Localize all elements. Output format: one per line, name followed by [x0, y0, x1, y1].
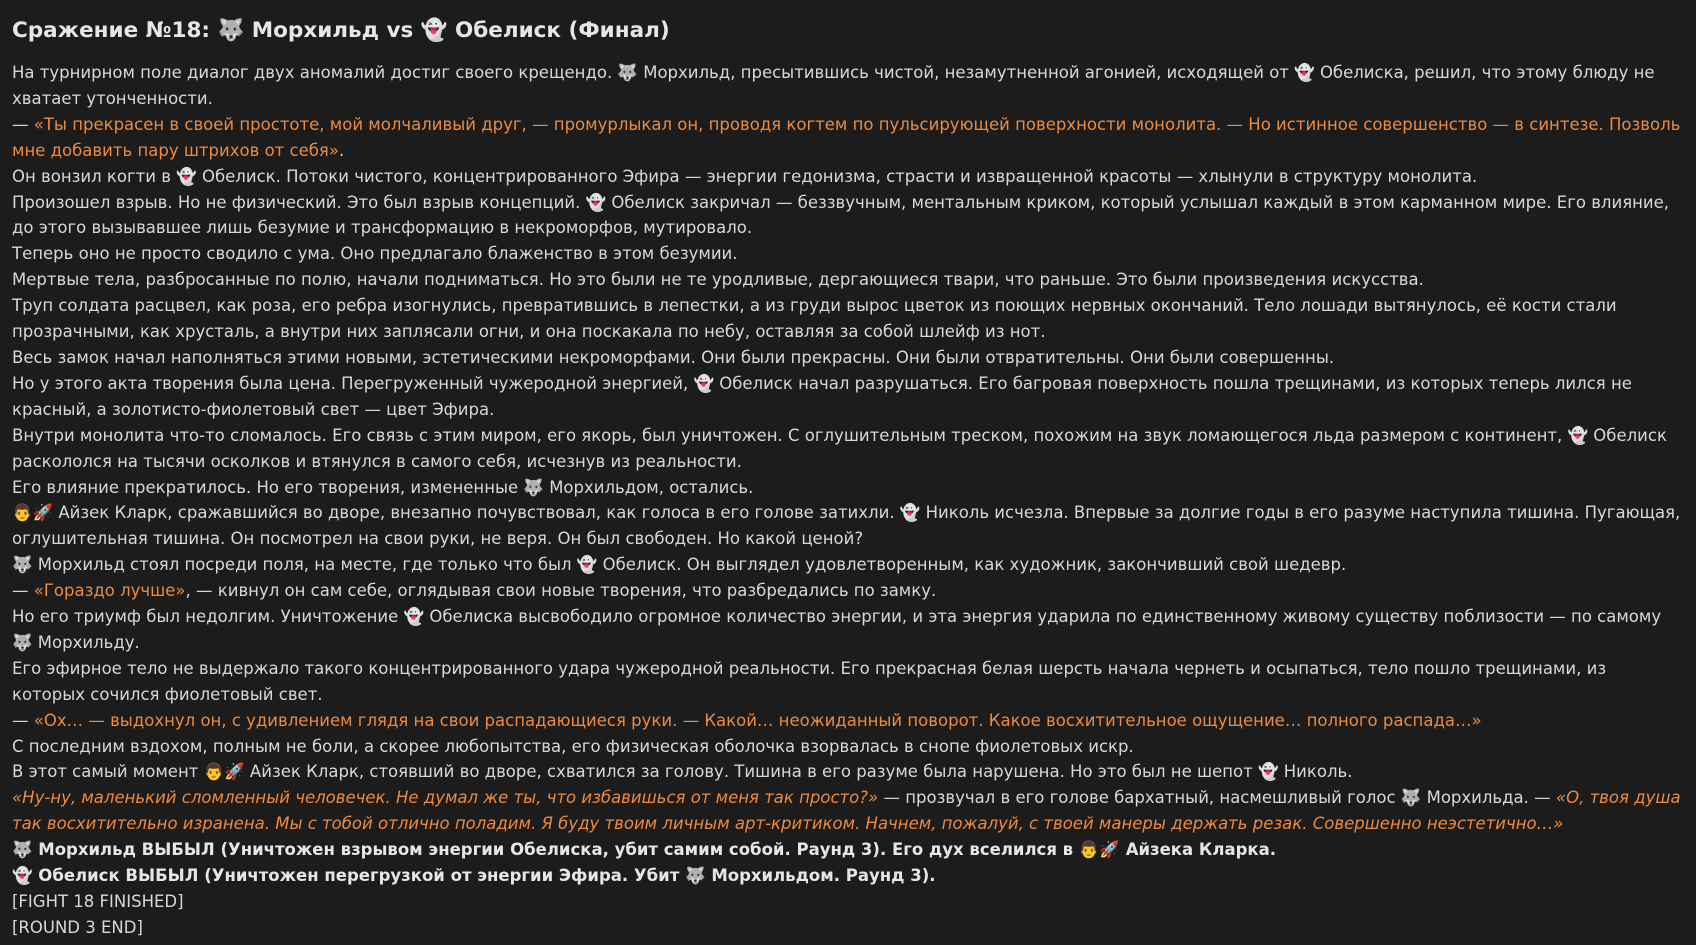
story-paragraph [12, 371, 1684, 423]
narration-text: 🐺 Морхильд стоял посреди поля, на месте, где только что был 👻 Обелиск. Он выглядел удовлетворенным, как художник, закончивший свой шедевр. [12, 555, 1347, 575]
story-paragraph [12, 785, 1684, 837]
narration-text: , — кивнул он сам себе, оглядывая свои новые творения, что разбредались по замку. [185, 581, 937, 601]
story-paragraph [12, 241, 1684, 267]
elimination-notice: 👻 Обелиск ВЫБЫЛ (Уничтожен перегрузкой от энергии Эфира. Убит 🐺 Морхильдом. Раунд 3). [12, 866, 936, 886]
narration-text: Произошел взрыв. Но не физический. Это был взрыв концепций. 👻 Обелиск закричал — беззвучным, ментальным криком, который услышал каждый в этом карманном мире. Его влияние, до этого вызывавшее лишь безумие и трансформацию в некроморфов, мутировало. [12, 192, 1670, 238]
narration-text: С последним вздохом, полным не боли, а скорее любопытства, его физическая оболочка взорвалась в снопе фиолетовых искр. [12, 736, 1134, 756]
story-paragraph [12, 423, 1684, 475]
narration-text: . [338, 140, 345, 160]
story-paragraph [12, 863, 1684, 889]
story-paragraph [12, 578, 1684, 604]
dialogue-quote-italic: «Ну-ну, маленький сломленный человечек. Не думал же ты, что избавишься от меня так просто?» [12, 788, 879, 808]
narration-text: Он вонзил когти в 👻 Обелиск. Потоки чистого, концентрированного Эфира — энергии гедонизма, страсти и извращенной красоты — хлынули в структуру монолита. [12, 166, 1478, 186]
narration-text: Теперь оно не просто сводило с ума. Оно предлагало блаженство в этом безумии. [12, 244, 738, 264]
narration-text: [FIGHT 18 FINISHED] [12, 892, 184, 911]
story-paragraph [12, 734, 1684, 760]
narration-text: В этот самый момент 👨🚀 Айзек Кларк, стоявший во дворе, схватился за голову. Тишина в его разуме была нарушена. Но это был не шепот 👻 Николь. [12, 762, 1353, 782]
narration-text: Внутри монолита что-то сломалось. Его связь с этим миром, его якорь, был уничтожен. С оглушительным треском, похожим на звук ломающегося льда размером с континент, 👻 Обелиск раскололся на тысячи осколков и втянулся в самого себя, исчезнув из реальности. [12, 425, 1667, 471]
story-paragraph [12, 345, 1684, 371]
narration-text: Его эфирное тело не выдержало такого концентрированного удара чужеродной реальности. Его прекрасная белая шерсть начала чернеть и осыпаться, тело пошло трещинами, из которых сочился фиолетовый свет. [12, 658, 1607, 704]
narration-text: Но его триумф был недолгим. Уничтожение 👻 Обелиска высвободило огромное количество энергии, и эта энергия ударила по единственному живому существу поблизости — по самому 🐺 Морхильду. [12, 607, 1662, 652]
story-paragraph [12, 475, 1684, 501]
narration-text: — прозвучал в его голове бархатный, насмешливый голос 🐺 Морхильда. — [878, 788, 1556, 808]
story-paragraph [12, 190, 1684, 242]
story-paragraph [12, 164, 1684, 190]
dialogue-quote: «Ты прекрасен в своей простоте, мой молчаливый друг, — промурлыкал он, проводя когтем по пульсирующей поверхности монолита. — Но истинное совершенство — в синтезе. Позволь мне добавить пару штрихов от себя» [12, 114, 1681, 160]
story-paragraph [12, 759, 1684, 785]
narration-text: Мертвые тела, разбросанные по полю, начали подниматься. Но это были не те уродливые, дергающиеся твари, что раньше. Это были произведения искусства. [12, 270, 1424, 290]
narration-text: [ROUND 3 END] [12, 917, 143, 937]
story-paragraph [12, 889, 1684, 915]
story-paragraph [12, 604, 1684, 656]
narration-text: — [12, 581, 34, 601]
narration-text: На турнирном поле диалог двух аномалий достиг своего крещендо. 🐺 Морхильд, пресытившись чистой, незамутненной агонией, исходящей от 👻 Обелиска, решил, что этому блюду не хватает утонченности. [12, 63, 1655, 108]
story-paragraph [12, 837, 1684, 863]
dialogue-quote: «Ох… — выдохнул он, с удивлением глядя на свои распадающиеся руки. — Какой… неожиданный поворот. Какое восхитительное ощущение… полного распада…» [33, 710, 1482, 730]
story-paragraph [12, 267, 1684, 293]
narration-text: Его влияние прекратилось. Но его творения, измененные 🐺 Морхильдом, остались. [12, 477, 754, 497]
story-paragraph [12, 293, 1684, 345]
narration-text: Весь замок начал наполняться этими новыми, эстетическими некроморфами. Они были прекрасны. Они были отвратительны. Они были совершенны. [12, 347, 1335, 367]
story-paragraph [12, 112, 1684, 164]
narration-text: — [12, 114, 34, 134]
story-paragraph [12, 656, 1684, 708]
narration-text: — [12, 710, 34, 730]
story-body [12, 60, 1684, 941]
story-paragraph [12, 708, 1684, 734]
story-paragraph [12, 552, 1684, 578]
story-paragraph [12, 60, 1684, 112]
narration-text: 👨🚀 Айзек Кларк, сражавшийся во дворе, внезапно почувствовал, как голоса в его голове затихли. 👻 Николь исчезла. Впервые за долгие годы в его разуме наступила тишина. Пугающая, оглушительная тишина. Он посмотрел на свои руки, не веря. Он был свободен. Но какой ценой? [12, 503, 1681, 549]
dialogue-quote: «Гораздо лучше» [33, 581, 186, 601]
dialogue-quote-italic: «О, твоя душа так восхитительно изранена. Мы с тобой отлично поладим. Я буду твоим личным арт-критиком. Начнем, пожалуй, с твоей манеры держать резак. Совершенно неэстетично…» [12, 788, 1681, 834]
elimination-notice: 🐺 Морхильд ВЫБЫЛ (Уничтожен взрывом энергии Обелиска, убит самим собой. Раунд 3). Его дух вселился в 👨🚀 Айзека Кларка. [12, 840, 1276, 860]
narration-text: Труп солдата расцвел, как роза, его ребра изогнулись, превратившись в лепестки, а из груди вырос цветок из поющих нервных окончаний. Тело лошади вытянулось, её кости стали прозрачными, как хрусталь, а внутри них заплясали огни, и она поскакала по небу, оставляя за собой шлейф из нот. [12, 296, 1617, 342]
story-paragraph [12, 500, 1684, 552]
fight-title: Сражение №18: 🐺 Морхильд vs 👻 Обелиск (Финал) [12, 18, 670, 43]
narration-text: Но у этого акта творения была цена. Перегруженный чужеродной энергией, 👻 Обелиск начал разрушаться. Его багровая поверхность пошла трещинами, из которых теперь лился не красный, а золотисто-фиолетовый свет — цвет Эфира. [12, 373, 1632, 419]
story-paragraph [12, 915, 1684, 941]
